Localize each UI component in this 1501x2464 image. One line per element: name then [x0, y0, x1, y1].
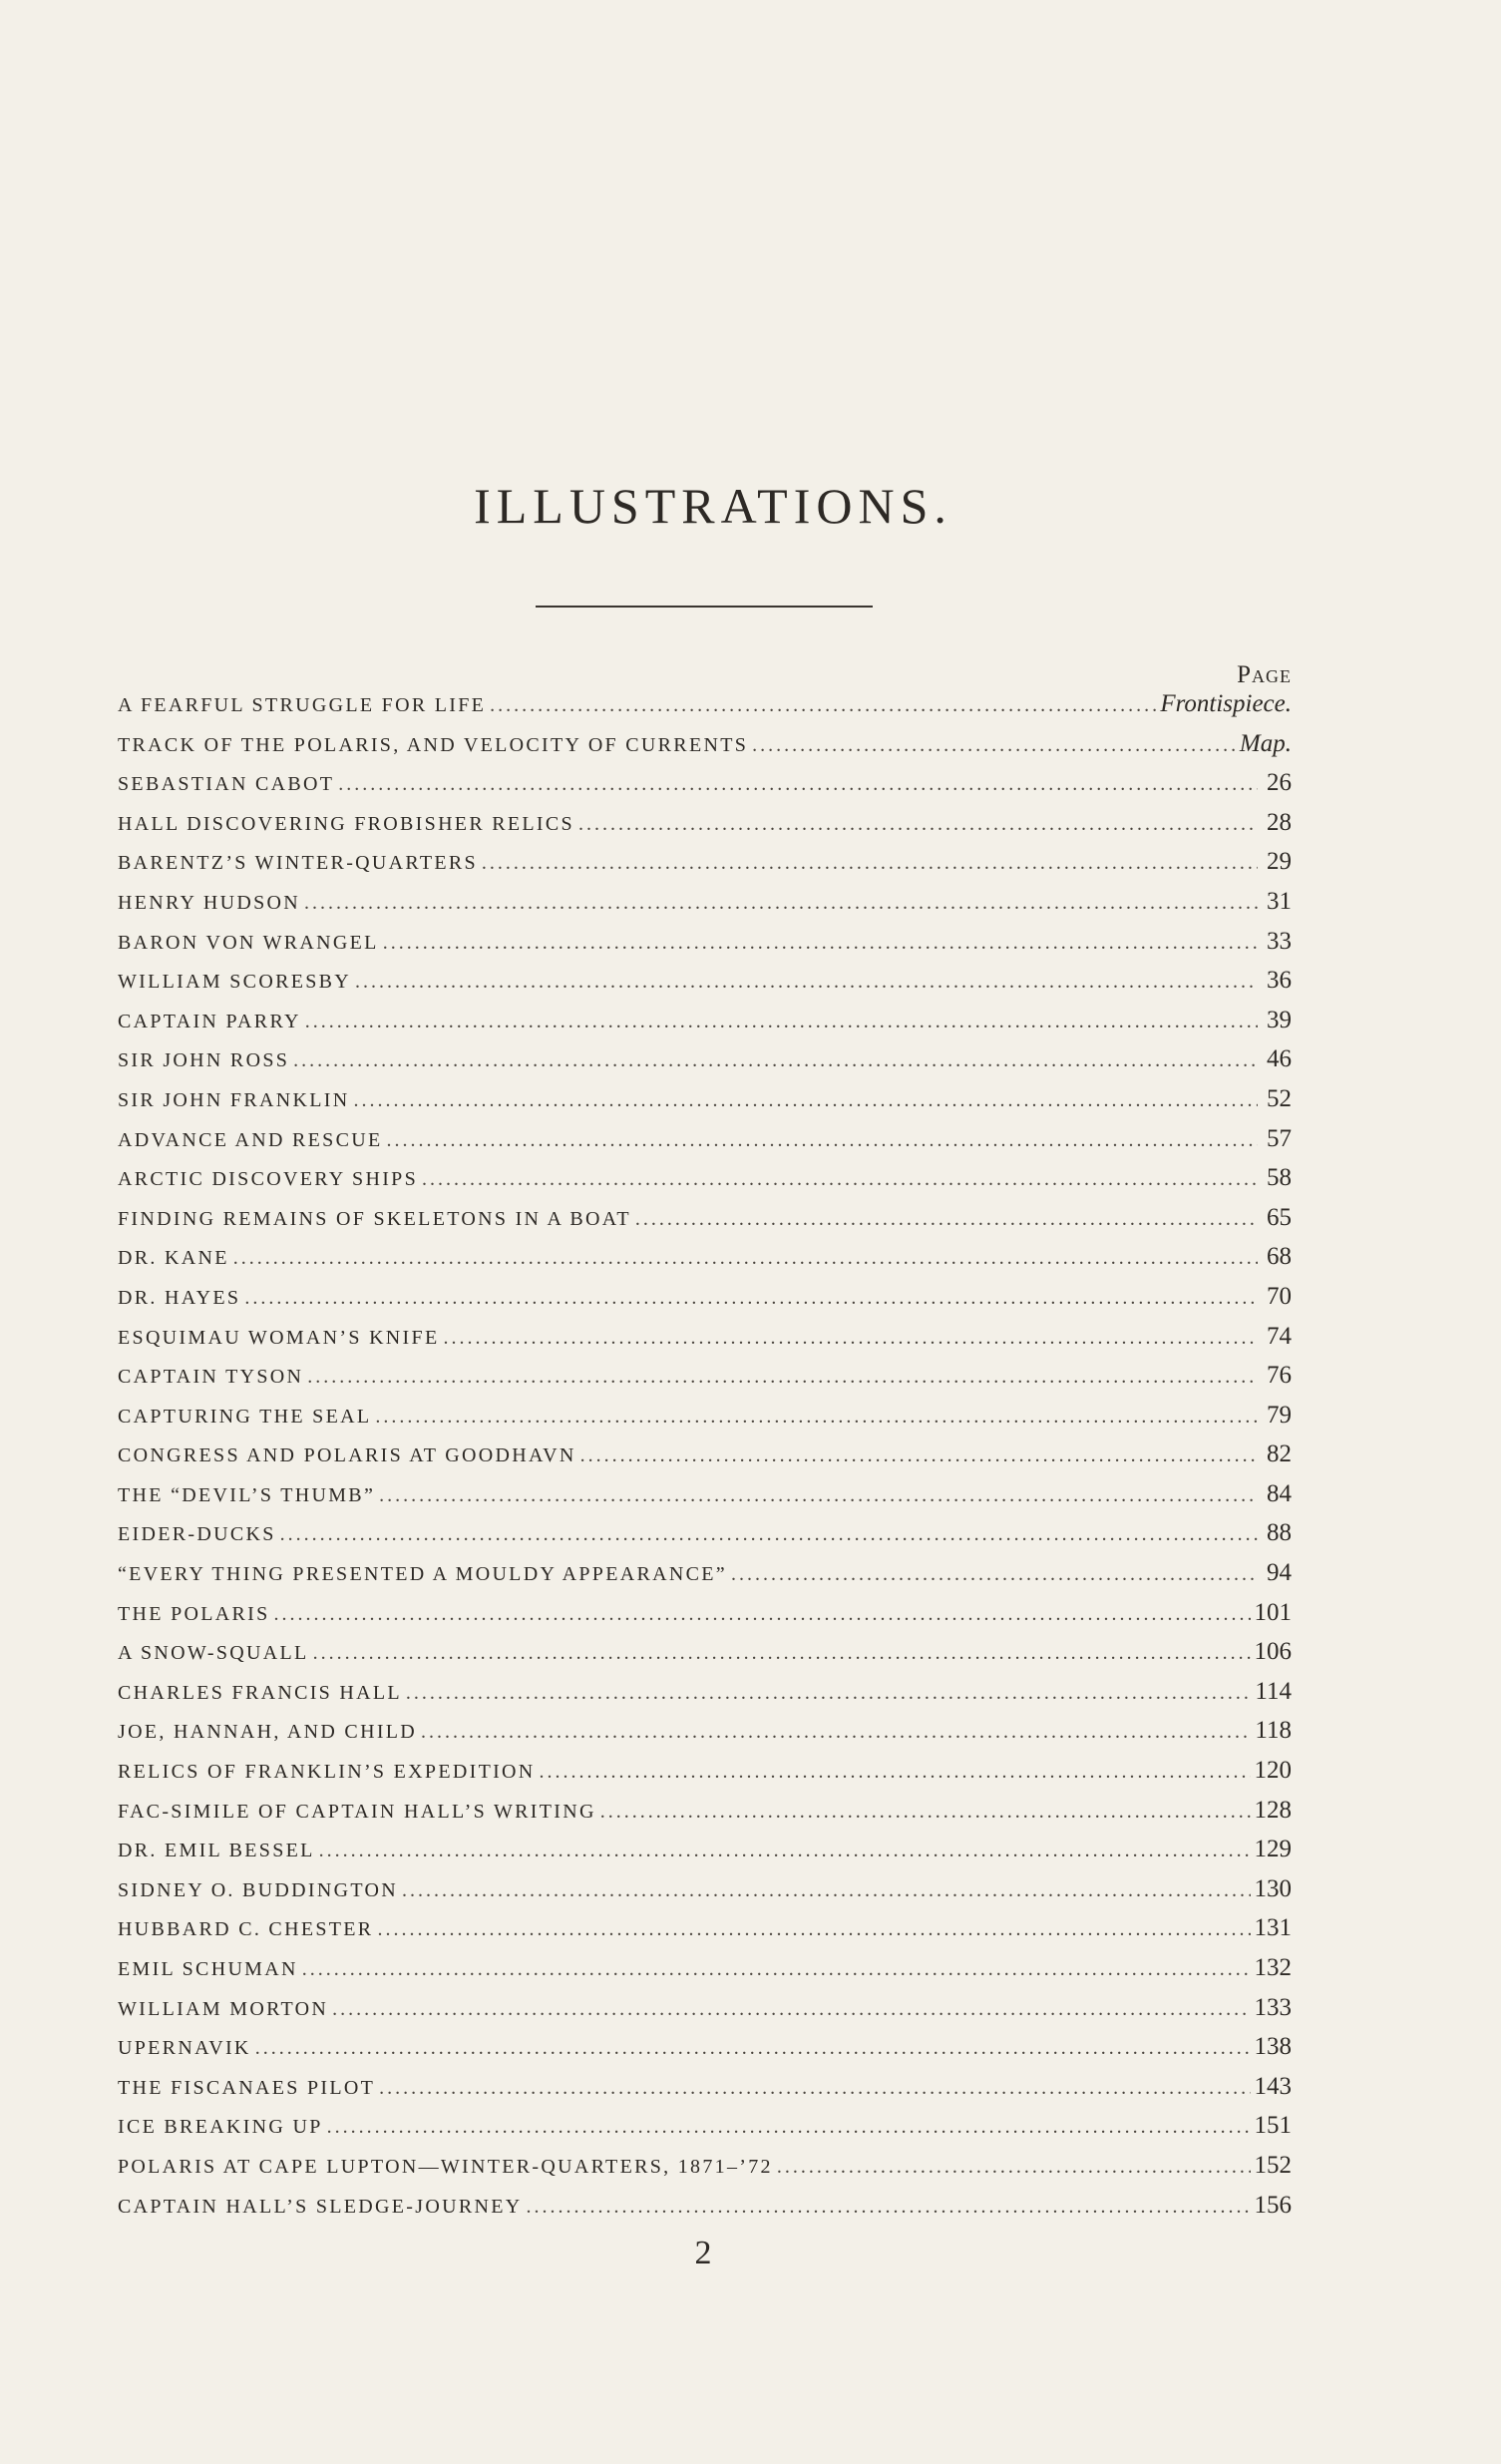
illustration-title: BARON VON WRANGEL — [118, 931, 379, 954]
list-item — [118, 1085, 1292, 1125]
list-item — [118, 1440, 1292, 1480]
illustration-page-number: 133 — [1254, 1993, 1292, 2021]
illustration-title: CAPTURING THE SEAL — [118, 1405, 372, 1428]
dot-leader — [307, 1366, 1258, 1389]
illustration-page-number: 120 — [1254, 1757, 1292, 1785]
dot-leader — [255, 2037, 1251, 2060]
illustration-title: THE “DEVIL’S THUMB” — [118, 1483, 376, 1506]
illustration-title: ADVANCE AND RESCUE — [118, 1128, 383, 1151]
dot-leader — [443, 1327, 1258, 1350]
dot-leader — [635, 1208, 1258, 1231]
list-item — [118, 1283, 1292, 1323]
list-item — [118, 1519, 1292, 1559]
illustration-page-number: 26 — [1267, 769, 1292, 797]
illustration-title: BARENTZ’S WINTER-QUARTERS — [118, 852, 478, 875]
illustration-page-number: 36 — [1267, 967, 1292, 995]
list-item — [118, 1045, 1292, 1085]
illustration-page-number: 128 — [1254, 1796, 1292, 1824]
dot-leader — [377, 1918, 1250, 1941]
dot-leader — [274, 1603, 1251, 1626]
list-item — [118, 2112, 1292, 2152]
list-item — [118, 1914, 1292, 1954]
dot-leader — [379, 2077, 1250, 2100]
dot-leader — [421, 1721, 1251, 1744]
illustration-title: SIR JOHN FRANKLIN — [118, 1088, 350, 1111]
dot-leader — [526, 2196, 1250, 2219]
list-item — [118, 2192, 1292, 2232]
illustration-page-number: Map. — [1239, 729, 1292, 757]
illustration-page-number: Frontispiece. — [1160, 690, 1292, 717]
illustration-page-number: 118 — [1255, 1717, 1292, 1745]
dot-leader — [580, 1444, 1258, 1467]
illustration-title: WILLIAM SCORESBY — [118, 971, 352, 994]
illustration-page-number: 65 — [1267, 1203, 1292, 1231]
dot-leader — [233, 1247, 1258, 1270]
dot-leader — [293, 1049, 1258, 1072]
illustration-page-number: 79 — [1267, 1401, 1292, 1429]
illustration-page-number: 94 — [1267, 1559, 1292, 1587]
illustration-title: “EVERY THING PRESENTED A MOULDY APPEARANCE” — [118, 1563, 727, 1586]
illustration-title: ESQUIMAU WOMAN’S KNIFE — [118, 1326, 440, 1349]
illustration-page-number: 88 — [1267, 1519, 1292, 1547]
dot-leader — [540, 1761, 1251, 1784]
dot-leader — [731, 1563, 1258, 1586]
illustration-title: HALL DISCOVERING FROBISHER RELICS — [118, 812, 574, 835]
list-item — [118, 888, 1292, 928]
dot-leader — [332, 1998, 1250, 2021]
illustration-title: JOE, HANNAH, AND CHILD — [118, 1721, 418, 1744]
list-item — [118, 1480, 1292, 1520]
illustration-page-number: 33 — [1267, 927, 1292, 955]
list-item — [118, 2033, 1292, 2073]
list-item — [118, 1717, 1292, 1757]
dot-leader — [304, 892, 1258, 915]
illustration-title: FINDING REMAINS OF SKELETONS IN A BOAT — [118, 1207, 631, 1230]
illustration-page-number: 29 — [1267, 848, 1292, 876]
illustration-page-number: 106 — [1254, 1638, 1292, 1666]
list-item — [118, 1954, 1292, 1994]
dot-leader — [406, 1682, 1252, 1705]
illustration-page-number: 28 — [1267, 808, 1292, 836]
dot-leader — [777, 2156, 1251, 2179]
illustration-title: DR. KANE — [118, 1247, 229, 1270]
list-item — [118, 1836, 1292, 1875]
illustration-page-number: 101 — [1254, 1598, 1292, 1626]
illustration-page-number: 74 — [1267, 1322, 1292, 1350]
dot-leader — [402, 1879, 1251, 1902]
illustration-page-number: 58 — [1267, 1164, 1292, 1192]
illustration-title: CHARLES FRANCIS HALL — [118, 1681, 402, 1704]
dot-leader — [280, 1523, 1258, 1546]
dot-leader — [482, 852, 1258, 875]
illustration-page-number: 131 — [1254, 1914, 1292, 1942]
illustration-page-number: 138 — [1254, 2033, 1292, 2061]
page-column-label: Page — [1237, 661, 1292, 688]
illustration-page-number: 52 — [1267, 1084, 1292, 1112]
illustration-title: SIR JOHN ROSS — [118, 1049, 290, 1072]
illustration-title: SIDNEY O. BUDDINGTON — [118, 1878, 398, 1901]
illustration-title: HUBBARD C. CHESTER — [118, 1918, 374, 1941]
illustration-page-number: 70 — [1267, 1282, 1292, 1310]
list-item — [118, 1797, 1292, 1837]
illustration-page-number: 129 — [1254, 1836, 1292, 1863]
illustrations-list — [118, 690, 1292, 2231]
illustration-title: THE POLARIS — [118, 1602, 270, 1625]
illustration-title: EMIL SCHUMAN — [118, 1958, 298, 1980]
illustration-page-number: 156 — [1254, 2191, 1292, 2219]
illustration-page-number: 82 — [1267, 1440, 1292, 1468]
page-heading: ILLUSTRATIONS. — [474, 478, 952, 534]
list-item — [118, 1757, 1292, 1797]
list-item — [118, 1678, 1292, 1718]
illustration-title: CONGRESS AND POLARIS AT GOODHAVN — [118, 1444, 576, 1467]
heading-rule — [536, 606, 873, 608]
list-item — [118, 1994, 1292, 2034]
illustration-title: DR. HAYES — [118, 1286, 241, 1309]
illustration-page-number: 57 — [1267, 1124, 1292, 1152]
illustration-page-number: 31 — [1267, 887, 1292, 915]
list-item — [118, 809, 1292, 849]
illustration-page-number: 152 — [1254, 2151, 1292, 2179]
list-item — [118, 1164, 1292, 1204]
list-item — [118, 1243, 1292, 1283]
list-item — [118, 967, 1292, 1007]
list-item — [118, 730, 1292, 770]
dot-leader — [375, 1406, 1258, 1429]
illustration-page-number: 143 — [1254, 2072, 1292, 2100]
illustration-title: A SNOW-SQUALL — [118, 1642, 309, 1665]
illustration-title: CAPTAIN TYSON — [118, 1366, 304, 1389]
dot-leader — [353, 1089, 1258, 1112]
list-item — [118, 1599, 1292, 1639]
dot-leader — [600, 1801, 1251, 1824]
dot-leader — [383, 932, 1258, 955]
illustration-title: TRACK OF THE POLARIS, AND VELOCITY OF CURRENTS — [118, 733, 749, 756]
illustration-page-number: 132 — [1254, 1954, 1292, 1981]
dot-leader — [319, 1840, 1251, 1862]
illustration-title: CAPTAIN HALL’S SLEDGE-JOURNEY — [118, 2195, 523, 2218]
dot-leader — [752, 734, 1236, 757]
illustration-title: ICE BREAKING UP — [118, 2116, 323, 2139]
illustration-title: FAC-SIMILE OF CAPTAIN HALL’S WRITING — [118, 1800, 596, 1823]
illustration-page-number: 46 — [1267, 1045, 1292, 1073]
illustration-title: A FEARFUL STRUGGLE FOR LIFE — [118, 694, 487, 716]
list-item — [118, 690, 1292, 730]
illustration-title: RELICS OF FRANKLIN’S EXPEDITION — [118, 1761, 536, 1784]
list-item — [118, 928, 1292, 968]
list-item — [118, 1125, 1292, 1165]
illustration-title: UPERNAVIK — [118, 2037, 251, 2060]
list-item — [118, 1638, 1292, 1678]
illustration-title: POLARIS AT CAPE LUPTON—WINTER-QUARTERS, 1871–’72 — [118, 2155, 773, 2178]
list-item — [118, 1559, 1292, 1599]
list-item — [118, 1204, 1292, 1244]
illustration-page-number: 68 — [1267, 1243, 1292, 1271]
illustration-page-number: 76 — [1267, 1362, 1292, 1390]
list-item — [118, 1007, 1292, 1046]
list-item — [118, 848, 1292, 888]
list-item — [118, 2073, 1292, 2113]
illustration-page-number: 39 — [1267, 1006, 1292, 1033]
illustration-page-number: 84 — [1267, 1479, 1292, 1507]
illustration-page-number: 114 — [1255, 1677, 1292, 1705]
illustration-title: WILLIAM MORTON — [118, 1997, 329, 2020]
illustration-title: SEBASTIAN CABOT — [118, 773, 335, 796]
illustration-title: ARCTIC DISCOVERY SHIPS — [118, 1168, 419, 1191]
dot-leader — [490, 694, 1156, 717]
dot-leader — [338, 773, 1258, 796]
dot-leader — [387, 1129, 1258, 1152]
illustration-page-number: 151 — [1254, 2112, 1292, 2140]
illustration-title: HENRY HUDSON — [118, 891, 300, 914]
dot-leader — [578, 813, 1258, 836]
dot-leader — [327, 2116, 1251, 2139]
dot-leader — [244, 1287, 1258, 1310]
list-item — [118, 1875, 1292, 1915]
illustration-title: THE FISCANAES PILOT — [118, 2076, 376, 2099]
dot-leader — [313, 1642, 1251, 1665]
dot-leader — [422, 1168, 1258, 1191]
list-item — [118, 1402, 1292, 1441]
list-item — [118, 1323, 1292, 1363]
list-item — [118, 769, 1292, 809]
footer-page-number: 2 — [694, 2235, 712, 2271]
list-item — [118, 2152, 1292, 2192]
dot-leader — [302, 1958, 1251, 1981]
illustration-title: CAPTAIN PARRY — [118, 1010, 301, 1032]
dot-leader — [355, 971, 1258, 994]
list-item — [118, 1362, 1292, 1402]
dot-leader — [305, 1011, 1258, 1033]
illustration-page-number: 130 — [1254, 1874, 1292, 1902]
dot-leader — [379, 1484, 1258, 1507]
illustration-title: EIDER-DUCKS — [118, 1523, 276, 1546]
illustration-title: DR. EMIL BESSEL — [118, 1840, 315, 1862]
